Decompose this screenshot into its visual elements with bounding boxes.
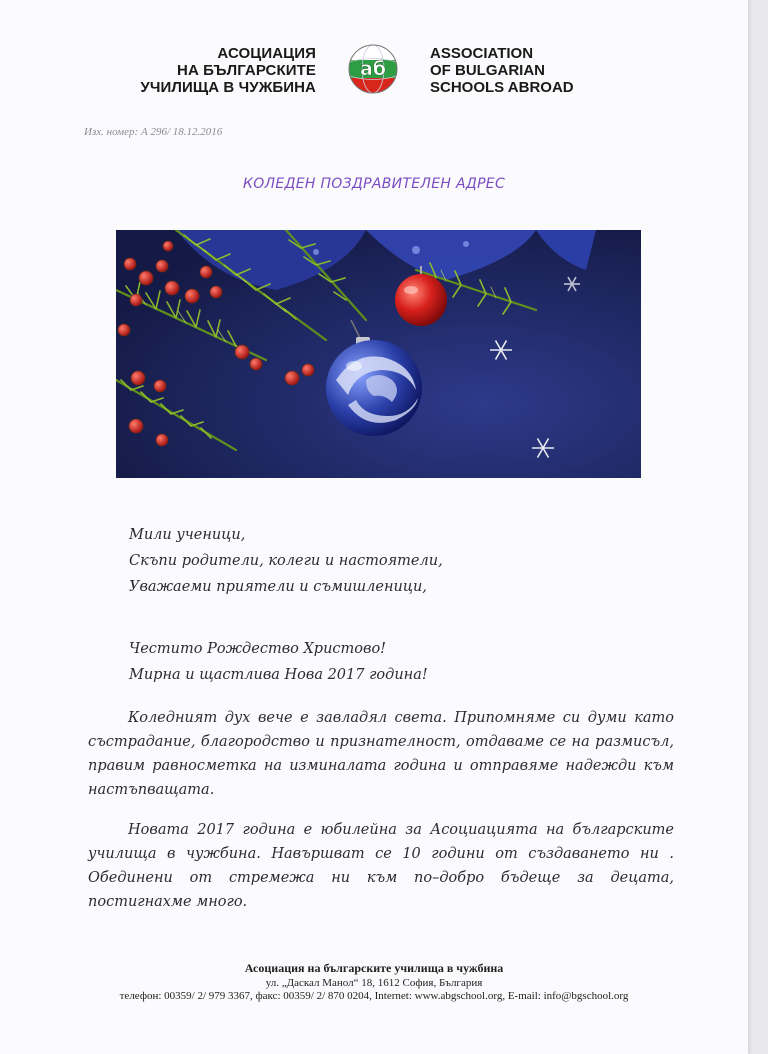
wish-line: Честито Рождество Христово! xyxy=(129,641,387,657)
header-english-name xyxy=(430,45,650,96)
paragraph-1: Коледният дух вече е завладял света. Припомняме си думи като състрадание, благородство и признателност, отдаваме се на размисъл, правим равносметка на изминалата година и отправяме надежди към настъпващата. xyxy=(88,710,674,798)
wishes-block xyxy=(129,636,428,688)
wish-line: Мирна и щастлива Нова 2017 година! xyxy=(129,667,428,683)
header-bulgarian-name xyxy=(110,45,316,96)
header-bg-line: АСОЦИАЦИЯ xyxy=(217,45,316,62)
greeting-block xyxy=(129,522,443,600)
association-logo xyxy=(346,42,400,96)
footer-contacts: телефон: 00359/ 2/ 979 3367, факс: 00359/ 2/ 870 0204, Internet: www.abgschool.org, E-mail: info@bgschool.org xyxy=(119,990,629,1002)
reference-number: Изх. номер: А 296/ 18.12.2016 xyxy=(84,126,223,138)
header-en-line: SCHOOLS ABROAD xyxy=(430,79,574,96)
logo-letters: аб xyxy=(359,58,387,80)
header-bg-line: УЧИЛИЩА В ЧУЖБИНА xyxy=(140,79,316,96)
header-en-line: ASSOCIATION xyxy=(430,45,534,62)
greeting-line: Мили ученици, xyxy=(129,527,246,543)
christmas-illustration xyxy=(116,230,641,478)
greeting-line: Скъпи родители, колеги и настоятели, xyxy=(129,553,443,569)
header-en-line: OF BULGARIAN xyxy=(430,62,545,79)
greeting-line: Уважаеми приятели и съмишленици, xyxy=(129,579,427,595)
footer-address: ул. „Даскал Манол“ 18, 1612 София, България xyxy=(265,977,483,989)
header-bg-line: НА БЪЛГАРСКИТЕ xyxy=(177,62,316,79)
paragraph-2: Новата 2017 година е юбилейна за Асоциацията на българските училища в чужбина. Навършват се 10 години от създаването ни . Обединени от стремежа ни към по–добро бъдеще за децата, постигнахме много. xyxy=(88,822,674,910)
globe-logo-icon xyxy=(346,42,400,96)
footer-organization-name: Асоциация на българските училища в чужбина xyxy=(244,961,504,975)
christmas-image xyxy=(116,230,641,478)
letter-title: КОЛЕДЕН ПОЗДРАВИТЕЛЕН АДРЕС xyxy=(242,176,506,192)
